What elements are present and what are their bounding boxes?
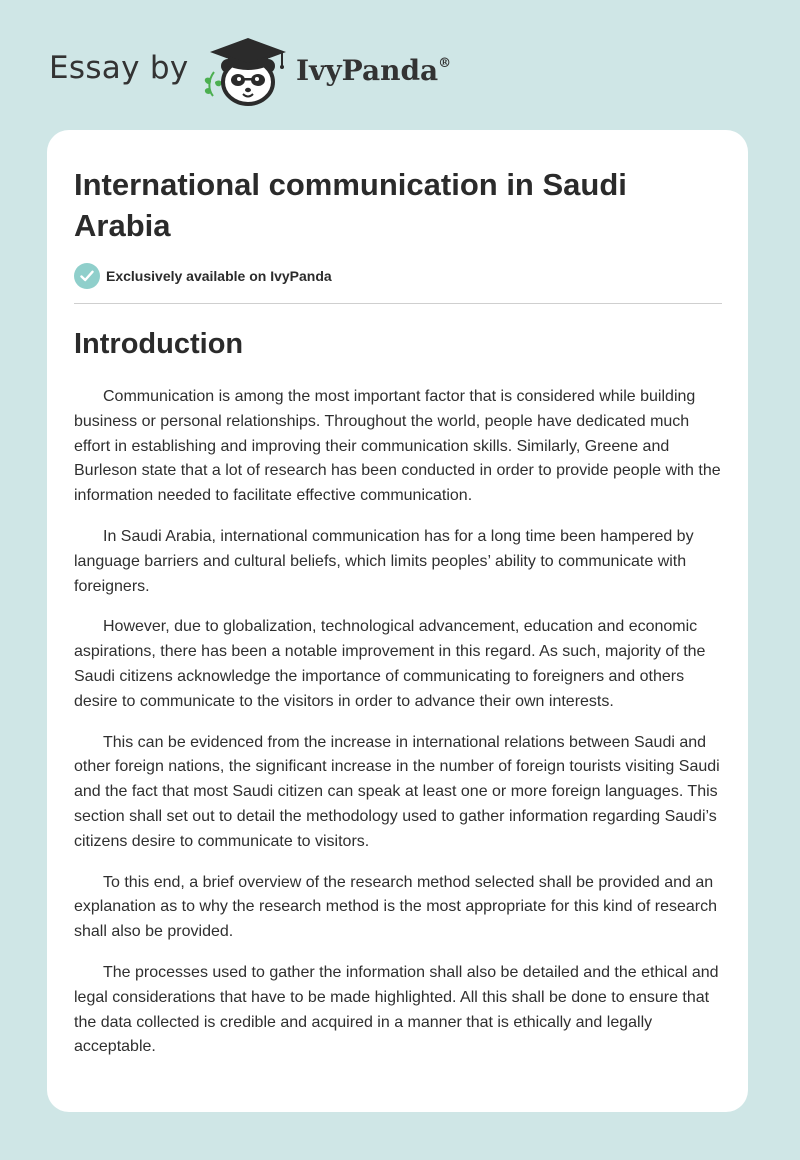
body-paragraph: However, due to globalization, technological advancement, education and economic aspirations, there has been a notable improvement in this regard. As such, majority of the Saudi citizens acknowledge the importance of communicating to foreigners and others desire to communicate to the visitors in order to advance their own interests.	[74, 618, 706, 710]
essay-card	[47, 130, 748, 1112]
registered-mark: ®	[438, 56, 452, 71]
essay-by-label: Essay by	[49, 50, 189, 86]
exclusive-badge-label: Exclusively available on IvyPanda	[106, 268, 332, 284]
brand-name[interactable]: IvyPanda®	[296, 54, 452, 87]
body-paragraph: In Saudi Arabia, international communication has for a long time been hampered by language barriers and cultural beliefs, which limits peoples’ ability to communicate with foreigners.	[74, 527, 694, 595]
check-circle-icon	[74, 263, 100, 289]
body-paragraph: Communication is among the most important factor that is considered while building business or personal relationships. Throughout the world, people have dedicated much effort in establishing and improving their communication skills. Similarly, Greene and Burleson state that a lot of research has been conducted in order to provide people with the information needed to facilitate effective communication.	[74, 388, 721, 505]
title-divider	[74, 303, 722, 304]
body-paragraph: This can be evidenced from the increase in international relations between Saudi and other foreign nations, the significant increase in the number of foreign tourists visiting Saudi and the fact that most Saudi citizen can speak at least one or more foreign languages. This section shall set out to detail the methodology used to gather information regarding Saudi’s citizens desire to communicate to visitors.	[74, 733, 720, 850]
exclusive-badge	[74, 263, 332, 289]
body-paragraph: To this end, a brief overview of the research method selected shall be provided and an explanation as to why the research method is the most appropriate for this kind of research shall also be provided.	[74, 873, 718, 941]
essay-title: International communication in Saudi Arabia	[74, 167, 627, 243]
section-heading-introduction: Introduction	[74, 328, 244, 360]
panda-logo-icon[interactable]	[200, 36, 292, 108]
body-paragraph: The processes used to gather the information shall also be detailed and the ethical and legal considerations that have to be made highlighted. All this shall be done to ensure that the data collected is credible and acquired in a manner that is ethically and legally acceptable.	[74, 963, 719, 1056]
site-header	[0, 0, 800, 120]
essay-body	[74, 385, 726, 1076]
